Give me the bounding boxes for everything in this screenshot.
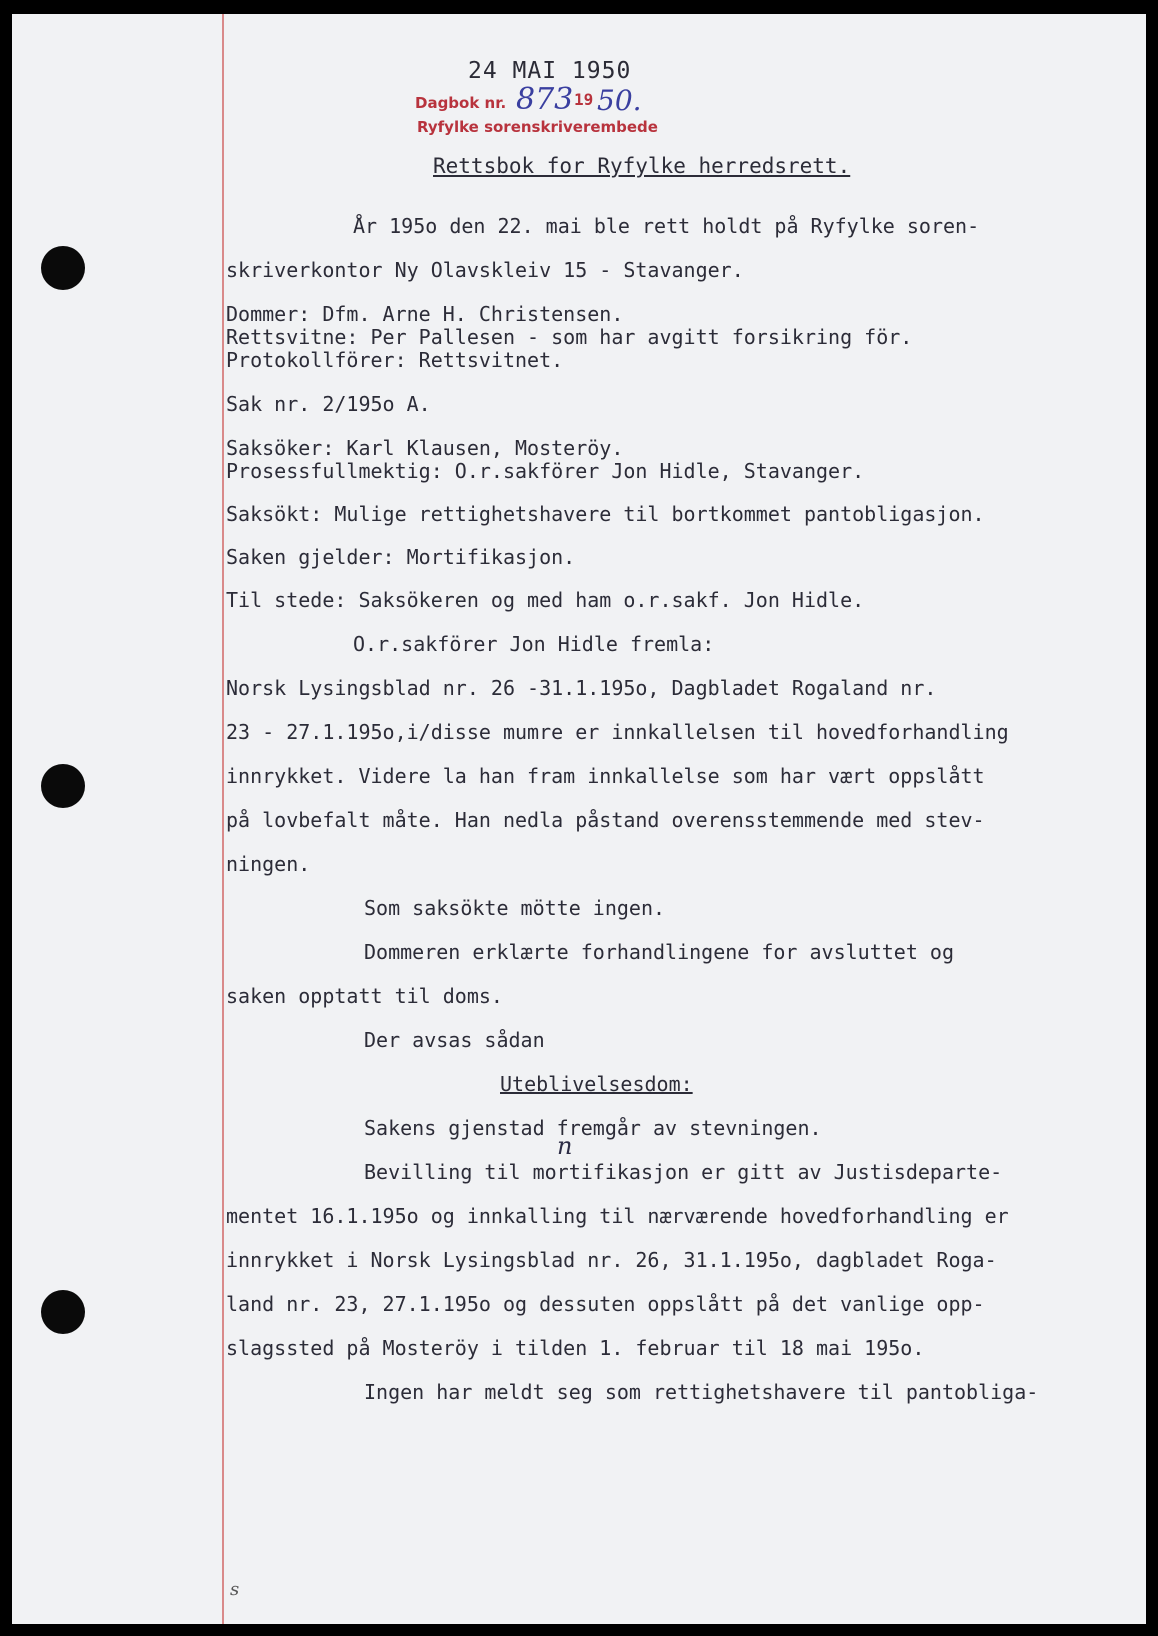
text-line: Dommeren erklærte forhandlingene for avsluttet og — [364, 940, 955, 964]
text-line: Bevilling til mortifikasjon er gitt av Justisdeparte- — [364, 1160, 1003, 1184]
text-line: O.r.sakförer Jon Hidle fremla: — [353, 632, 715, 656]
text-line: på lovbefalt måte. Han nedla påstand overensstemmende med stev- — [226, 808, 985, 832]
page-mark: s — [230, 1579, 240, 1600]
punch-hole — [41, 764, 85, 808]
text-line: Til stede: Saksökeren og med ham o.r.sakf. Jon Hidle. — [226, 588, 865, 612]
text-line: Saken gjelder: Mortifikasjon. — [226, 545, 576, 569]
text-line: skriverkontor Ny Olavskleiv 15 - Stavanger. — [226, 258, 744, 282]
text-line: Der avsas sådan — [364, 1028, 545, 1052]
text-line: mentet 16.1.195o og innkalling til nærværende hovedforhandling er — [226, 1204, 1009, 1228]
text-line: Protokollförer: Rettsvitnet. — [226, 348, 564, 372]
date-stamp: 24 MAI 1950 — [468, 58, 632, 84]
dagbok-year-printed: 19 — [574, 90, 594, 109]
dagbok-number: 873 — [516, 82, 574, 117]
text-line: Ingen har meldt seg som rettighetshavere til pantobliga- — [364, 1380, 1039, 1404]
text-line: saken opptatt til doms. — [226, 984, 503, 1008]
text-line: Sakens gjenstad fremgår av stevningen. — [364, 1116, 822, 1140]
punch-hole — [41, 246, 85, 290]
text-line: innrykket i Norsk Lysingsblad nr. 26, 31.1.195o, dagbladet Roga- — [226, 1248, 997, 1272]
text-line: Norsk Lysingsblad nr. 26 -31.1.195o, Dagbladet Rogaland nr. — [226, 676, 937, 700]
office-stamp: Ryfylke sorenskriverembede — [417, 118, 658, 136]
text-line: slagssted på Mosteröy i tilden 1. februar til 18 mai 195o. — [226, 1336, 925, 1360]
punch-hole — [41, 1290, 85, 1334]
margin-line — [222, 14, 224, 1624]
text-line: ningen. — [226, 852, 311, 876]
text-line: innrykket. Videre la han fram innkallelse som har vært oppslått — [226, 764, 985, 788]
page-title: Rettsbok for Ryfylke herredsrett. — [433, 154, 851, 178]
text-line: Rettsvitne: Per Pallesen - som har avgitt forsikring för. — [226, 325, 913, 349]
text-line: Saksöker: Karl Klausen, Mosteröy. — [226, 436, 624, 460]
text-line: land nr. 23, 27.1.195o og dessuten oppslått på det vanlige opp- — [226, 1292, 985, 1316]
text-line: 23 - 27.1.195o,i/disse mumre er innkallelsen til hovedforhandling — [226, 720, 1009, 744]
text-line: Saksökt: Mulige rettighetshavere til bortkommet pantobligasjon. — [226, 502, 985, 526]
dagbok-year-handwritten: 50. — [597, 84, 642, 117]
document-page — [12, 14, 1146, 1624]
text-line: Som saksökte mötte ingen. — [364, 896, 666, 920]
text-line: Sak nr. 2/195o A. — [226, 392, 431, 416]
text-line: År 195o den 22. mai ble rett holdt på Ryfylke soren- — [353, 214, 980, 238]
dagbok-label: Dagbok nr. — [415, 94, 507, 112]
handwritten-correction: n — [557, 1132, 573, 1160]
text-line: Dommer: Dfm. Arne H. Christensen. — [226, 302, 624, 326]
section-heading: Uteblivelsesdom: — [500, 1072, 693, 1096]
text-line: Prosessfullmektig: O.r.sakförer Jon Hidle, Stavanger. — [226, 459, 865, 483]
